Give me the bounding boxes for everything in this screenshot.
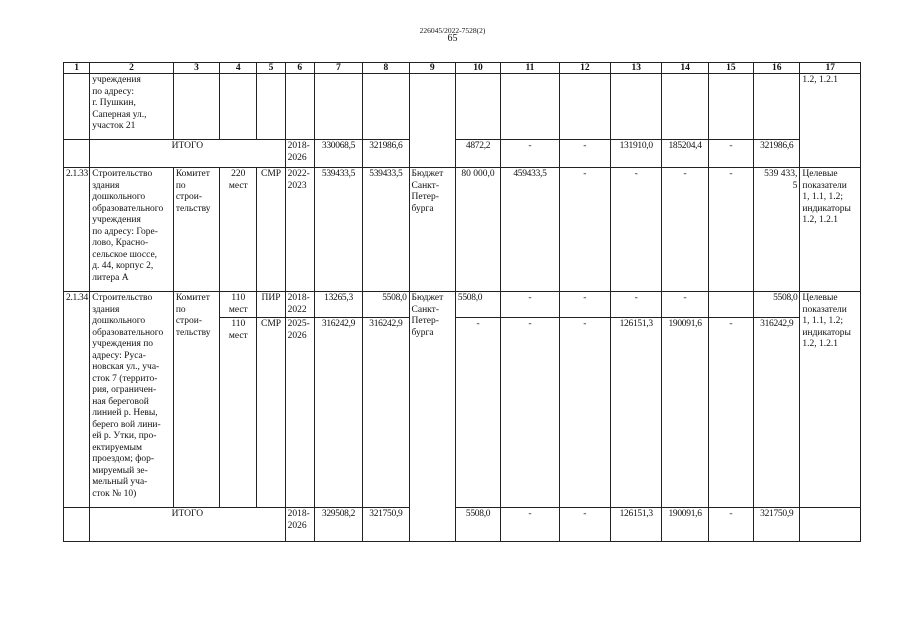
empty-cell	[257, 74, 285, 140]
item-number: 2.1.33	[64, 168, 90, 292]
col-header: 14	[662, 63, 708, 74]
value-cell: 126151,3	[611, 318, 662, 508]
value-cell: 80 000,0	[455, 168, 500, 292]
funding-source: Бюджет Санкт- Петер- бурга	[409, 292, 455, 542]
capacity: 220 мест	[220, 168, 257, 292]
table-row	[64, 292, 861, 318]
empty-cell	[611, 74, 662, 140]
customer: Комитет по строи- тельству	[173, 292, 219, 508]
empty-cell	[64, 74, 90, 140]
value-cell: -	[501, 140, 559, 168]
value-cell: 5508,0	[754, 292, 800, 318]
value-cell: 185204,4	[662, 140, 708, 168]
empty-cell	[501, 74, 559, 140]
value-cell: -	[455, 318, 500, 508]
indicators: Целевые показатели 1, 1.1, 1.2; индикаторы 1.2, 1.2.1	[800, 292, 861, 508]
col-header: 9	[409, 63, 455, 74]
value-cell: 329508,2	[314, 508, 362, 542]
value-cell	[708, 292, 753, 318]
value-cell: -	[662, 168, 708, 292]
value-cell: 330068,5	[314, 140, 362, 168]
value-cell: 126151,3	[611, 508, 662, 542]
empty-cell	[455, 74, 500, 140]
customer: Комитет по строи- тельству	[173, 168, 219, 292]
column-number-row	[64, 63, 861, 74]
value-cell: 321986,6	[754, 140, 800, 168]
value-cell: 5508,0	[455, 508, 500, 542]
total-label: ИТОГО	[90, 508, 285, 542]
col-header: 2	[90, 63, 174, 74]
capacity: 110 мест	[220, 292, 257, 318]
value-cell: 539 433, 5	[754, 168, 800, 292]
col-header: 4	[220, 63, 257, 74]
value-cell: 459433,5	[501, 168, 559, 292]
value-cell: 5508,0	[455, 292, 500, 318]
empty-cell	[754, 74, 800, 140]
table-row	[64, 168, 861, 292]
empty-cell	[800, 508, 861, 542]
empty-cell	[173, 74, 219, 140]
empty-cell	[708, 74, 753, 140]
value-cell: -	[501, 508, 559, 542]
value-cell: 190091,6	[662, 508, 708, 542]
object-name: Строительство здания дошкольного образовательного учреждения по адресу: Горе- лово, Красно- сельское шоссе, д. 44, корпус 2, литера А	[90, 168, 174, 292]
item-number: 2.1.34	[64, 292, 90, 508]
col-header: 17	[800, 63, 861, 74]
object-name: учреждения по адресу: г. Пушкин, Саперная ул., участок 21	[90, 74, 174, 140]
col-header: 12	[559, 63, 610, 74]
work-type: СМР	[257, 168, 285, 292]
table-row	[64, 74, 861, 140]
col-header: 3	[173, 63, 219, 74]
value-cell: -	[708, 508, 753, 542]
col-header: 10	[455, 63, 500, 74]
empty-cell	[363, 74, 409, 140]
indicators: Целевые показатели 1, 1.1, 1.2; индикаторы 1.2, 1.2.1	[800, 168, 861, 292]
col-header: 11	[501, 63, 559, 74]
value-cell: 539433,5	[363, 168, 409, 292]
value-cell: 131910,0	[611, 140, 662, 168]
value-cell: 321750,9	[754, 508, 800, 542]
value-cell: -	[501, 318, 559, 508]
work-type: ПИР	[257, 292, 285, 318]
value-cell: -	[708, 140, 753, 168]
value-cell: 5508,0	[363, 292, 409, 318]
col-header: 16	[754, 63, 800, 74]
col-header: 1	[64, 63, 90, 74]
value-cell: 539433,5	[314, 168, 362, 292]
period: 2022- 2023	[285, 168, 314, 292]
period: 2025- 2026	[285, 318, 314, 508]
col-header: 8	[363, 63, 409, 74]
empty-cell	[662, 74, 708, 140]
value-cell: -	[559, 292, 610, 318]
object-name: Строительство здания дошкольного образовательного учреждения по адресу: Руса- новская ул., уча- сток 7 (террито- рия, ограничен- ная береговой линией р. Невы, берего вой лини- ей р. Утки, про- ектируемым проездом; фор- мируемый зе- мельный уча- сток № 10)	[90, 292, 174, 508]
period: 2018- 2026	[285, 140, 314, 168]
value-cell: 316242,9	[314, 318, 362, 508]
total-label: ИТОГО	[90, 140, 285, 168]
col-header: 15	[708, 63, 753, 74]
value-cell: -	[611, 292, 662, 318]
value-cell: 316242,9	[363, 318, 409, 508]
col-header: 5	[257, 63, 285, 74]
total-row	[64, 140, 861, 168]
value-cell: 321986,6	[363, 140, 409, 168]
period: 2018- 2026	[285, 508, 314, 542]
value-cell: -	[559, 140, 610, 168]
value-cell: -	[559, 508, 610, 542]
capacity: 110 мест	[220, 318, 257, 508]
value-cell: -	[559, 318, 610, 508]
value-cell: 190091,6	[662, 318, 708, 508]
value-cell: -	[611, 168, 662, 292]
period: 2018- 2022	[285, 292, 314, 318]
value-cell: 13265,3	[314, 292, 362, 318]
empty-cell	[314, 74, 362, 140]
col-header: 13	[611, 63, 662, 74]
empty-cell	[64, 508, 90, 542]
value-cell: -	[559, 168, 610, 292]
empty-cell	[220, 74, 257, 140]
value-cell: -	[662, 292, 708, 318]
value-cell: -	[708, 168, 753, 292]
empty-cell	[285, 74, 314, 140]
work-type: СМР	[257, 318, 285, 508]
value-cell: 316242,9	[754, 318, 800, 508]
value-cell: -	[708, 318, 753, 508]
budget-table	[63, 62, 861, 542]
total-row	[64, 508, 861, 542]
col-header: 7	[314, 63, 362, 74]
col-header: 6	[285, 63, 314, 74]
empty-cell	[559, 74, 610, 140]
value-cell: 321750,9	[363, 508, 409, 542]
indicators: 1.2, 1.2.1	[800, 74, 861, 168]
value-cell: 4872,2	[455, 140, 500, 168]
page-number: 65	[447, 33, 458, 44]
value-cell: -	[501, 292, 559, 318]
document-number: 226045/2022-7528(2)	[419, 26, 486, 35]
funding-source: Бюджет Санкт- Петер- бурга	[409, 168, 455, 292]
empty-cell	[409, 74, 455, 168]
empty-cell	[64, 140, 90, 168]
